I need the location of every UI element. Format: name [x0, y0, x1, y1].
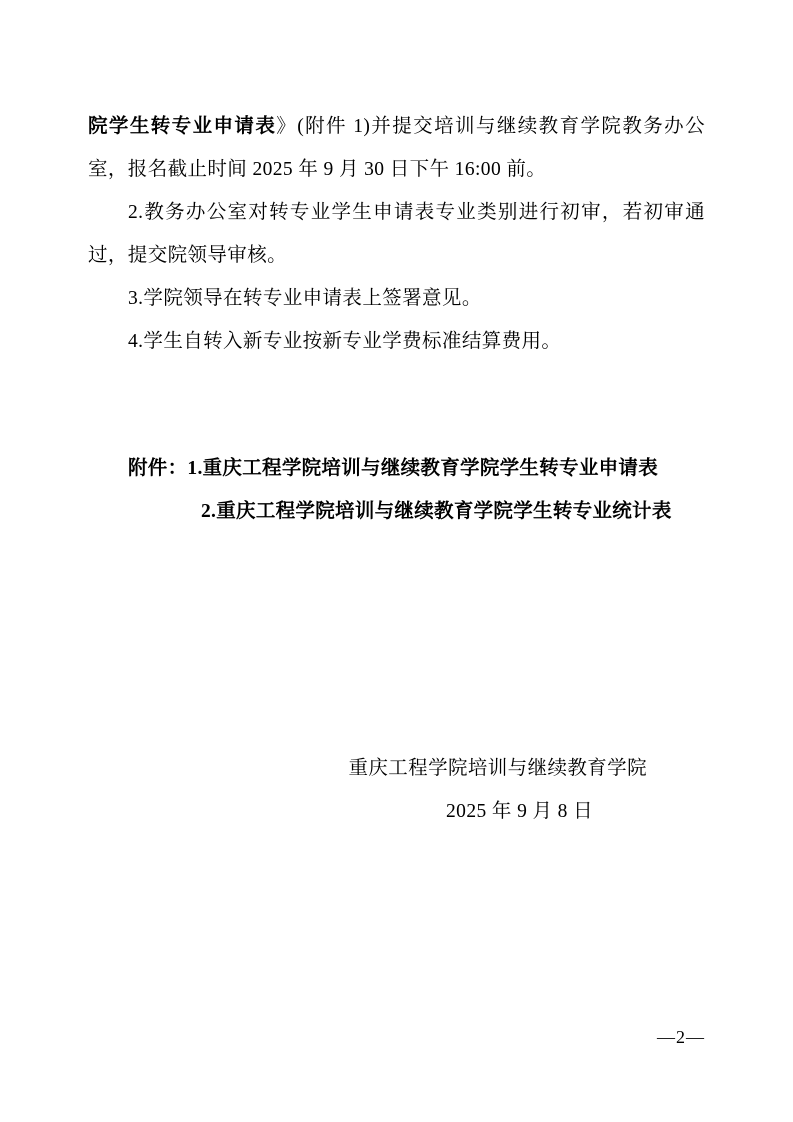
paragraph-continued: [88, 105, 705, 191]
attachments-block: [88, 447, 705, 533]
page-number: —2—: [657, 1027, 705, 1047]
signature-block: [88, 747, 705, 833]
signature-organization: 重庆工程学院培训与继续教育学院: [348, 758, 647, 779]
document-body: [88, 105, 705, 363]
paragraph-continued-bold-lead: 院学生转专业申请表: [88, 116, 277, 137]
paragraph-item-3: 3.学院领导在转专业申请表上签署意见。: [128, 288, 482, 309]
paragraph-item-4: 4.学生自转入新专业按新专业学费标准结算费用。: [128, 331, 562, 352]
attachment-item-1: 附件：1.重庆工程学院培训与继续教育学院学生转专业申请表: [128, 458, 659, 479]
paragraph-continued-rest: 》(附件 1)并提交培训与继续教育学院教务办公室，报名截止时间 2025 年 9 月 30 日下午 16:00 前。: [88, 116, 705, 180]
paragraph-item-2: 2.教务办公室对转专业学生申请表专业类别进行初审，若初审通过，提交院领导审核。: [88, 202, 705, 266]
signature-date: 2025 年 9 月 8 日: [446, 801, 593, 822]
attachment-item-2: 2.重庆工程学院培训与继续教育学院学生转专业统计表: [201, 501, 672, 522]
